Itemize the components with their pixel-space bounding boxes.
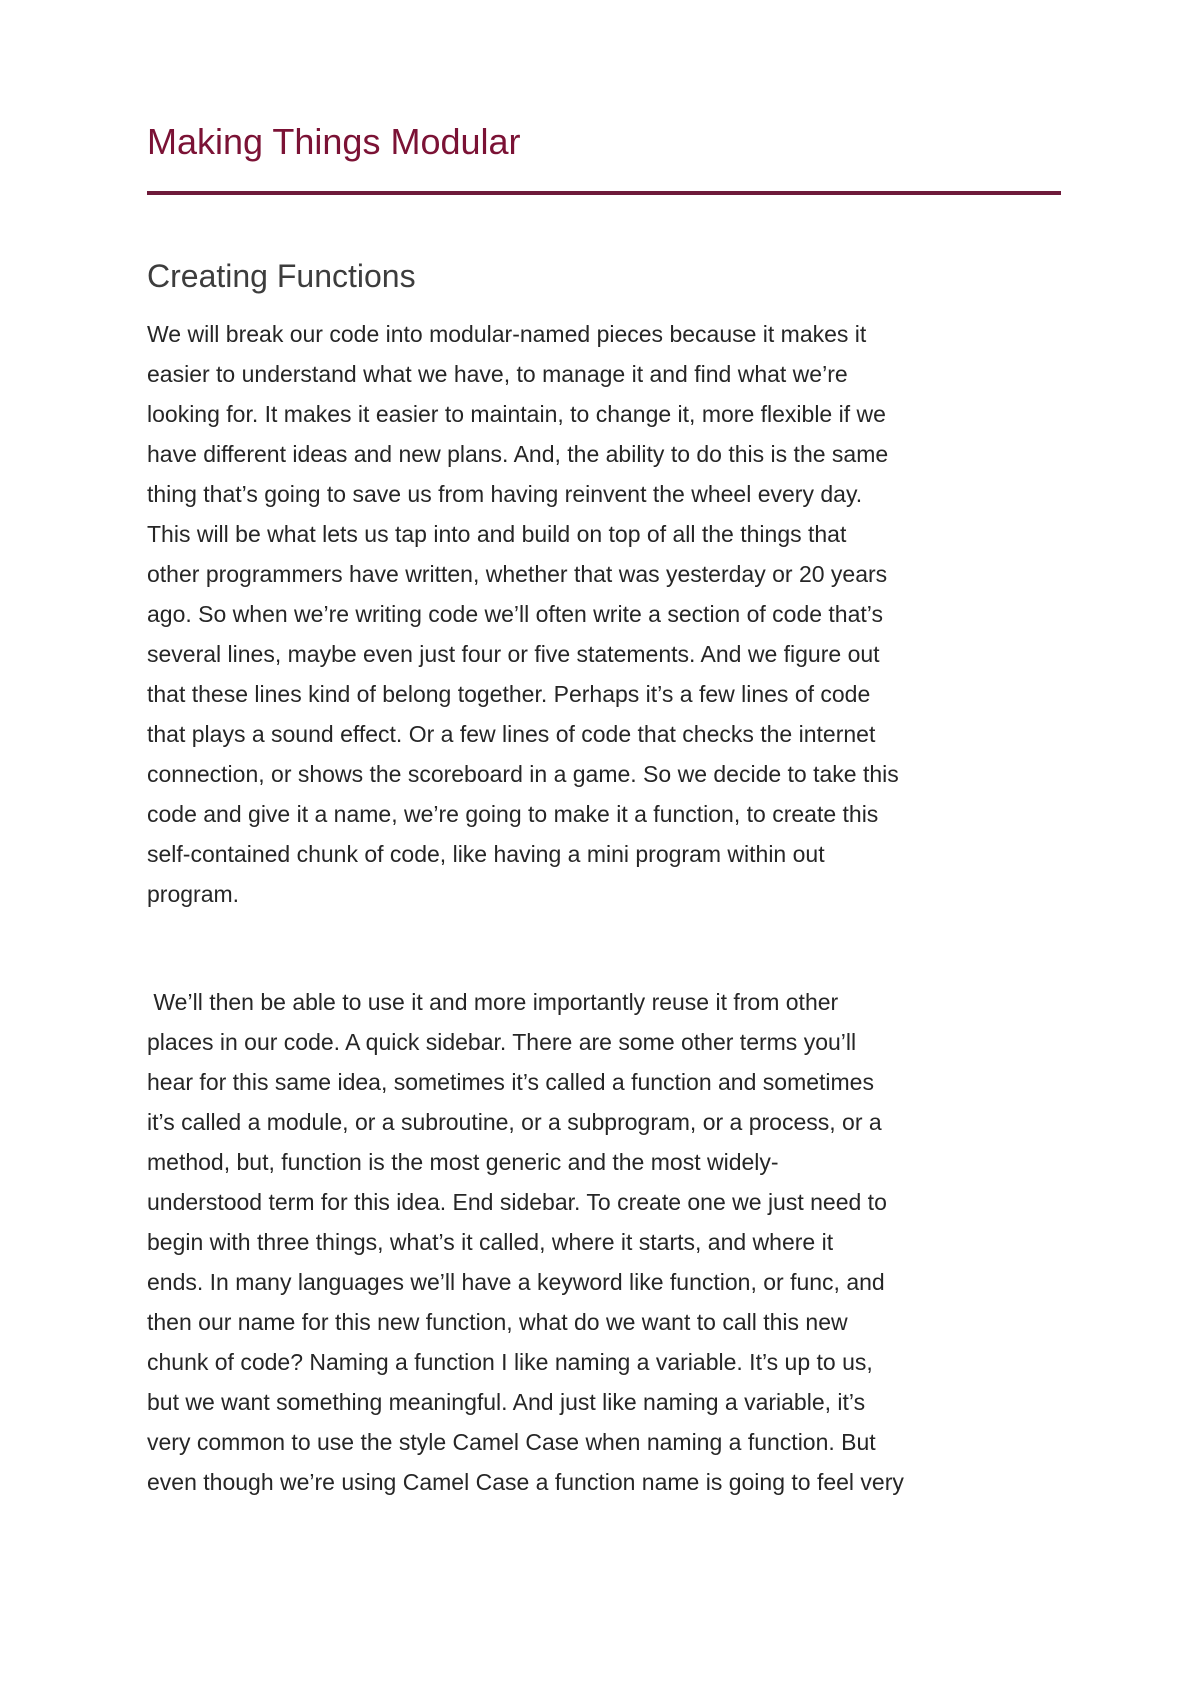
paragraph-line: program. <box>147 881 240 907</box>
paragraph-line: We’ll then be able to use it and more importantly reuse it from other <box>147 989 839 1015</box>
paragraph-line: even though we’re using Camel Case a function name is going to feel very <box>147 1469 904 1495</box>
section-heading: Creating Functions <box>147 258 416 294</box>
paragraph-line: several lines, maybe even just four or five statements. And we figure out <box>147 641 880 667</box>
paragraph-line: understood term for this idea. End sidebar. To create one we just need to <box>147 1189 887 1215</box>
paragraph-line: We will break our code into modular-named pieces because it makes it <box>147 321 867 347</box>
paragraph-line: begin with three things, what’s it called, where it starts, and where it <box>147 1229 834 1255</box>
document-title: Making Things Modular <box>147 121 521 162</box>
paragraph-line: This will be what lets us tap into and build on top of all the things that <box>147 521 847 547</box>
paragraph-line: places in our code. A quick sidebar. There are some other terms you’ll <box>147 1029 857 1055</box>
paragraph-line: but we want something meaningful. And just like naming a variable, it’s <box>147 1389 866 1415</box>
paragraph-line: code and give it a name, we’re going to make it a function, to create this <box>147 801 879 827</box>
paragraph-line: method, but, function is the most generic and the most widely- <box>147 1149 779 1175</box>
paragraph-line: ends. In many languages we’ll have a keyword like function, or func, and <box>147 1269 885 1295</box>
paragraph-line: connection, or shows the scoreboard in a game. So we decide to take this <box>147 761 899 787</box>
paragraph-line: ago. So when we’re writing code we’ll often write a section of code that’s <box>147 601 883 627</box>
paragraph-line: hear for this same idea, sometimes it’s called a function and sometimes <box>147 1069 874 1095</box>
paragraph-line: have different ideas and new plans. And, the ability to do this is the same <box>147 441 889 467</box>
paragraph-line: very common to use the style Camel Case when naming a function. But <box>147 1429 876 1455</box>
title-divider <box>147 191 1061 195</box>
paragraph-line: other programmers have written, whether that was yesterday or 20 years <box>147 561 888 587</box>
paragraph-line: self-contained chunk of code, like having a mini program within out <box>147 841 825 867</box>
paragraph-line: then our name for this new function, what do we want to call this new <box>147 1309 848 1335</box>
paragraph-line: thing that’s going to save us from having reinvent the wheel every day. <box>147 481 863 507</box>
paragraph-line: chunk of code? Naming a function I like naming a variable. It’s up to us, <box>147 1349 873 1375</box>
body-paragraph <box>147 314 1062 914</box>
paragraph-line: looking for. It makes it easier to maintain, to change it, more flexible if we <box>147 401 886 427</box>
body-paragraph <box>147 982 1062 1502</box>
paragraph-line: it’s called a module, or a subroutine, or a subprogram, or a process, or a <box>147 1109 882 1135</box>
paragraph-line: that plays a sound effect. Or a few lines of code that checks the internet <box>147 721 876 747</box>
paragraph-line: easier to understand what we have, to manage it and find what we’re <box>147 361 848 387</box>
paragraph-line: that these lines kind of belong together. Perhaps it’s a few lines of code <box>147 681 871 707</box>
